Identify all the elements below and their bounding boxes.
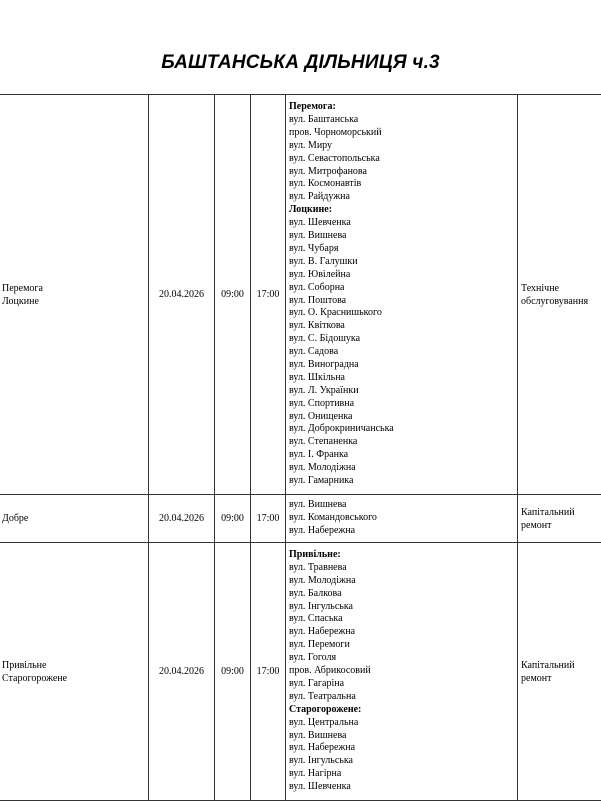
table-row (0, 495, 601, 543)
street-item: вул. Миру (289, 140, 514, 153)
street-item: вул. Райдужна (289, 191, 514, 204)
start-time-cell: 09:00 (215, 95, 251, 495)
street-item: вул. Квіткова (289, 320, 514, 333)
street-item: вул. Спортивна (289, 398, 514, 411)
street-item: вул. І. Франка (289, 449, 514, 462)
street-item: вул. Балкова (289, 588, 514, 601)
street-item: вул. Інгульська (289, 755, 514, 768)
settlement-cell (0, 495, 149, 543)
street-item: вул. Гагаріна (289, 678, 514, 691)
street-item: вул. Л. Українки (289, 385, 514, 398)
settlement-heading: Старогорожене: (289, 704, 514, 717)
street-item: вул. Шкільна (289, 372, 514, 385)
date-cell: 20.04.2026 (149, 543, 215, 801)
outage-schedule-table (0, 94, 601, 801)
settlement-heading: Перемога: (289, 101, 514, 114)
end-time-cell: 17:00 (251, 95, 286, 495)
street-item: вул. Набережна (289, 525, 514, 538)
address-list (289, 549, 514, 794)
street-item: вул. Нагірна (289, 768, 514, 781)
street-item: вул. Травнева (289, 562, 514, 575)
table-row (0, 543, 601, 801)
street-item: вул. Вишнева (289, 230, 514, 243)
street-item: пров. Абрикосовий (289, 665, 514, 678)
street-item: вул. Космонавтів (289, 178, 514, 191)
street-item: вул. Шевченка (289, 217, 514, 230)
street-item: вул. Театральна (289, 691, 514, 704)
settlement-heading: Лоцкине: (289, 204, 514, 217)
reason-cell (518, 495, 601, 543)
street-item: вул. Командовського (289, 512, 514, 525)
table-row (0, 95, 601, 495)
page-title: БАШТАНСЬКА ДІЛЬНИЦЯ ч.3 (0, 52, 601, 74)
street-item: вул. Інгульська (289, 601, 514, 614)
street-item: вул. Гоголя (289, 652, 514, 665)
street-item: вул. Садова (289, 346, 514, 359)
address-list-cell (286, 95, 518, 495)
settlement-name: Старогорожене (2, 672, 145, 685)
address-list-cell (286, 543, 518, 801)
settlement-name: Привільне (2, 659, 145, 672)
street-item: вул. Вишнева (289, 730, 514, 743)
street-item: вул. Виноградна (289, 359, 514, 372)
street-item: вул. Доброкриничанська (289, 423, 514, 436)
address-list-cell (286, 495, 518, 543)
address-list (289, 101, 514, 488)
street-item: вул. Молодіжна (289, 575, 514, 588)
start-time-cell: 09:00 (215, 543, 251, 801)
street-item: вул. Спаська (289, 613, 514, 626)
street-item: вул. Ювілейна (289, 269, 514, 282)
street-item: вул. В. Галушки (289, 256, 514, 269)
street-item: вул. Поштова (289, 295, 514, 308)
street-item: вул. Баштанська (289, 114, 514, 127)
work-reason: Капітальний ремонт (521, 506, 600, 532)
settlement-name: Добре (2, 512, 145, 525)
settlement-name: Лоцкине (2, 295, 145, 308)
settlement-heading: Привільне: (289, 549, 514, 562)
start-time-cell: 09:00 (215, 495, 251, 543)
street-item: вул. Соборна (289, 282, 514, 295)
street-item: вул. Чубаря (289, 243, 514, 256)
work-reason: Капітальний ремонт (521, 659, 600, 685)
street-item: вул. Степаненка (289, 436, 514, 449)
date-cell: 20.04.2026 (149, 95, 215, 495)
street-item: вул. Севастопольська (289, 153, 514, 166)
end-time-cell: 17:00 (251, 495, 286, 543)
street-item: вул. Набережна (289, 742, 514, 755)
street-item: вул. Вишнева (289, 499, 514, 512)
reason-cell (518, 543, 601, 801)
settlement-cell (0, 543, 149, 801)
date-cell: 20.04.2026 (149, 495, 215, 543)
street-item: вул. Молодіжна (289, 462, 514, 475)
street-item: пров. Чорноморський (289, 127, 514, 140)
street-item: вул. С. Бідошука (289, 333, 514, 346)
end-time-cell: 17:00 (251, 543, 286, 801)
street-item: вул. Шевченка (289, 781, 514, 794)
street-item: вул. Онищенка (289, 411, 514, 424)
street-item: вул. Центральна (289, 717, 514, 730)
street-item: вул. Набережна (289, 626, 514, 639)
settlement-cell (0, 95, 149, 495)
reason-cell (518, 95, 601, 495)
work-reason: Технічне обслуговування (521, 282, 600, 308)
street-item: вул. О. Краснишького (289, 307, 514, 320)
street-item: вул. Перемоги (289, 639, 514, 652)
settlement-name: Перемога (2, 282, 145, 295)
street-item: вул. Гамарника (289, 475, 514, 488)
street-item: вул. Митрофанова (289, 166, 514, 179)
address-list (289, 499, 514, 538)
